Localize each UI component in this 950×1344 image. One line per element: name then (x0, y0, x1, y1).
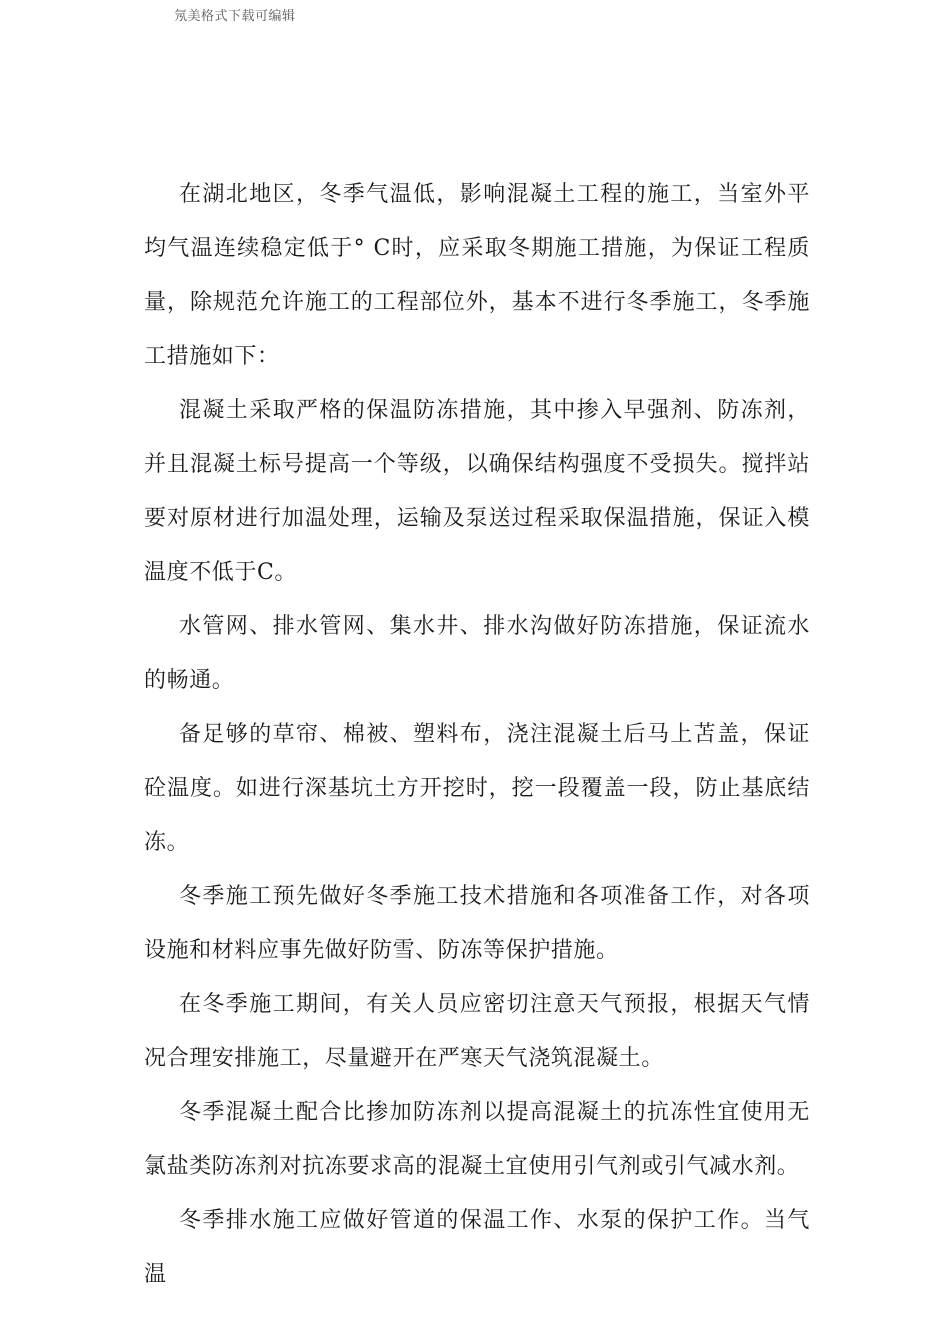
document-body (144, 168, 810, 1302)
paragraph: 在湖北地区，冬季气温低，影响混凝土工程的施工，当室外平均气温连续稳定低于° C时，应采取冬期施工措施，为保证工程质量，除规范允许施工的工程部位外，基本不进行冬季施工，冬季施工措施如下： (144, 182, 810, 369)
paragraph: 混凝土采取严格的保温防冻措施，其中掺入早强剂、防冻剂，并且混凝土标号提高一个等级，以确保结构强度不受损失。搅拌站要对原材进行加温处理，运输及泵送过程采取保温措施，保证入模温度不低于C。 (144, 398, 810, 585)
paragraph: 冬季混凝土配合比掺加防冻剂以提高混凝土的抗冻性宜使用无氯盐类防冻剂对抗冻要求高的混凝土宜使用引气剂或引气减水剂。 (144, 1100, 810, 1179)
paragraph: 在冬季施工期间，有关人员应密切注意天气预报，根据天气情况合理安排施工，尽量避开在严寒天气浇筑混凝土。 (144, 992, 810, 1071)
header-note: 氖美格式下载可编辑 (174, 9, 296, 24)
paragraph: 冬季施工预先做好冬季施工技术措施和各项准备工作，对各项设施和材料应事先做好防雪、防冻等保护措施。 (144, 884, 810, 963)
paragraph: 冬季排水施工应做好管道的保温工作、水泵的保护工作。当气温 (144, 1208, 810, 1287)
paragraph: 备足够的草帘、棉被、塑料布，浇注混凝土后马上苫盖，保证砼温度。如进行深基坑土方开挖时，挖一段覆盖一段，防止基底结冻。 (144, 722, 810, 855)
paragraph: 水管网、排水管网、集水井、排水沟做好防冻措施，保证流水的畅通。 (144, 614, 810, 693)
